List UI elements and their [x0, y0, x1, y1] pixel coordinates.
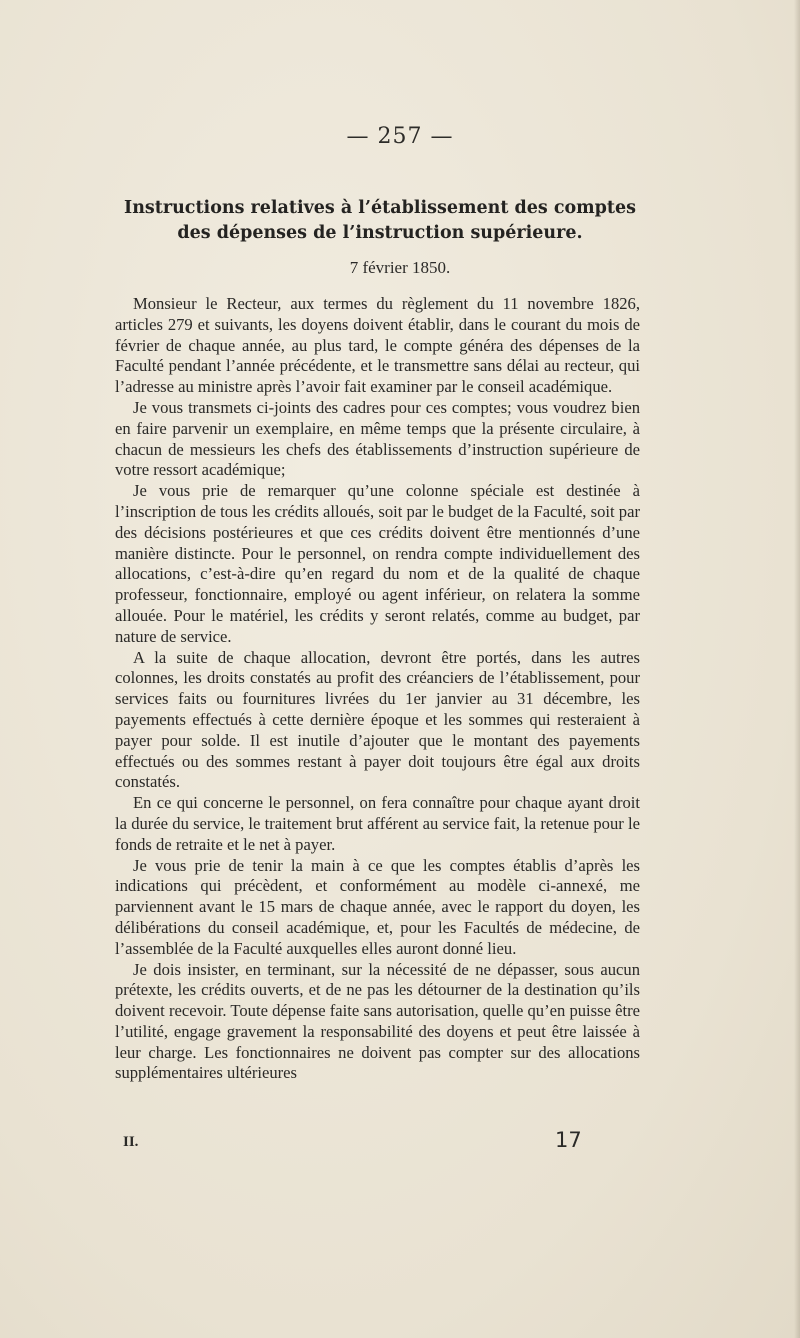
paragraph: Je vous prie de remarquer qu’une colonne spéciale est destinée à l’inscription de tous les crédits alloués, soit par le budget de la Faculté, soit par des décisions postérieures et que ces crédits doivent être mentionnés d’une manière distincte. Pour le personnel, on rendra compte individuellement des allocations, c’est-à-dire qu’en regard du nom et de la qualité de chaque professeur, fonctionnaire, employé ou agent inférieur, on relatera la somme allouée. Pour le matériel, les crédits y seront relatés, comme au budget, par nature de service. [115, 481, 640, 646]
page-edge-shadow [794, 0, 800, 1338]
page-footer [0, 1128, 800, 1158]
document-date: 7 février 1850. [349, 258, 451, 277]
paragraph: En ce qui concerne le personnel, on fera connaître pour chaque ayant droit la durée du service, le traitement brut afférent au service fait, la retenue pour le fonds de retraite et le net à payer. [115, 793, 640, 854]
paragraph: A la suite de chaque allocation, devront être portés, dans les autres colonnes, les droits constatés au profit des créanciers de l’établissement, pour services faits ou fournitures livrées du 1er janvier au 31 décembre, les payements effectués à cette dernière époque et les sommes qui resteraient à payer pour solde. Il est inutile d’ajouter que le montant des payements effectués ou des sommes restant à payer doit toujours être égal aux droits constatés. [115, 647, 640, 792]
paragraph: Monsieur le Recteur, aux termes du règlement du 11 novembre 1826, articles 279 et suivants, les doyens doivent établir, dans le courant du mois de février de chaque année, au plus tard, le compte généra des dépenses de la Faculté pendant l’année précédente, et le transmettre sans délai au recteur, qui l’adresse au ministre après l’avoir fait examiner par le conseil académique. [115, 294, 640, 397]
sheet-number: 17 [555, 1128, 582, 1152]
paragraph: Je vous transmets ci-joints des cadres pour ces comptes; vous voudrez bien en faire parvenir un exemplaire, en même temps que la présente circulaire, à chacun de messieurs les chefs des établissements d’instruction supérieure de votre ressort académique; [115, 397, 640, 480]
paragraph: Je vous prie de tenir la main à ce que les comptes établis d’après les indications qui précèdent, et conformément au modèle ci-annexé, me parviennent avant le 15 mars de chaque année, avec le rapport du doyen, les délibérations du conseil académique, et, pour les Facultés de médecine, de l’assemblée de la Faculté auxquelles elles auront donné lieu. [115, 855, 640, 958]
paragraph: Je dois insister, en terminant, sur la nécessité de ne dépasser, sous aucun prétexte, les crédits ouverts, et de ne pas les détourner de la destination qu’ils doivent recevoir. Toute dépense faite sans autorisation, quelle qu’en puisse être l’utilité, engage gravement la responsabilité des doyens et peut être laissée à leur charge. Les fonctionnaires ne doivent pas compter sur des allocations supplémentaires ultérieures [115, 959, 640, 1083]
document-body [115, 294, 640, 1084]
document-title: Instructions relatives à l’établissement des comptes des dépenses de l’instruction supérieure. [124, 198, 636, 243]
page-number: — 257 — [346, 124, 454, 149]
signature-mark: II. [123, 1134, 139, 1150]
